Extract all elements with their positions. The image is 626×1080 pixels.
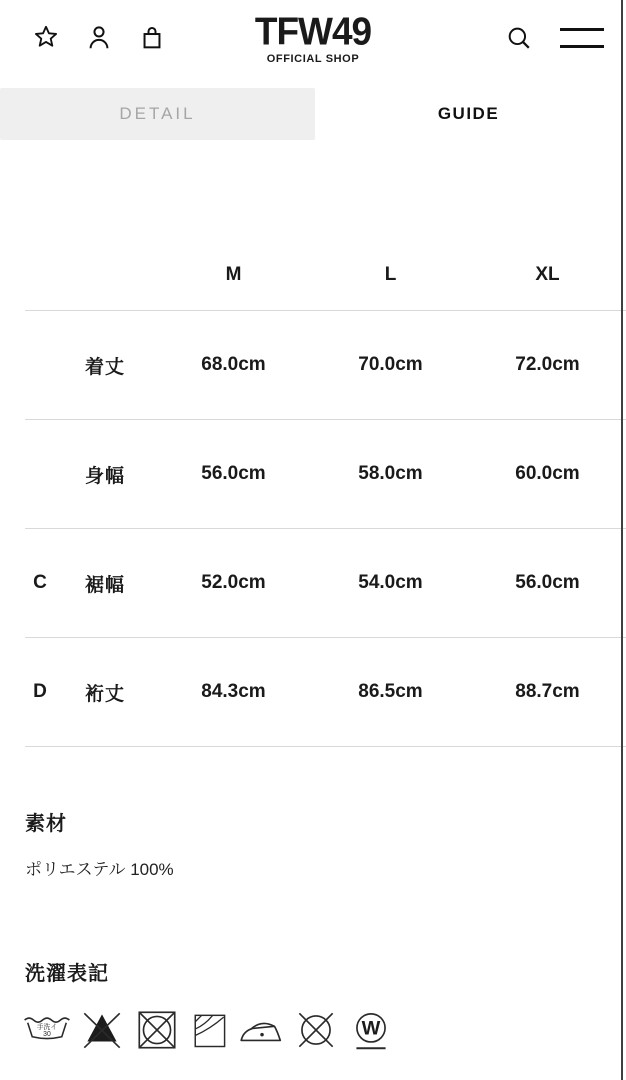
- laundry-heading: 洗濯表記: [25, 963, 109, 985]
- table-row: [25, 529, 626, 638]
- column-header-xl: XL: [535, 264, 560, 285]
- row-value-l: 58.0cm: [358, 463, 423, 484]
- scrollbar[interactable]: [621, 0, 623, 1080]
- handwash-30-icon: [22, 1005, 72, 1055]
- do-not-bleach-icon: [77, 1005, 127, 1055]
- row-value-xl: 60.0cm: [515, 463, 580, 484]
- person-icon[interactable]: [85, 24, 113, 52]
- row-value-l: 70.0cm: [358, 354, 423, 375]
- do-not-dry-clean-icon: [291, 1005, 341, 1055]
- row-name: 裄丈: [84, 683, 125, 705]
- bag-icon[interactable]: [138, 24, 166, 52]
- header-left-icons: [32, 24, 166, 52]
- header-right-icons: [505, 24, 604, 52]
- tab-guide[interactable]: GUIDE: [315, 88, 622, 140]
- size-guide-table: [25, 240, 626, 747]
- row-value-xl: 88.7cm: [515, 681, 580, 702]
- row-letter: C: [33, 572, 47, 593]
- row-letter: D: [33, 681, 47, 702]
- star-icon[interactable]: [32, 24, 60, 52]
- table-row: [25, 311, 626, 420]
- search-icon[interactable]: [505, 24, 533, 52]
- hamburger-menu-icon[interactable]: [560, 24, 604, 52]
- column-header-m: M: [225, 264, 242, 285]
- iron-low-icon: [236, 1005, 286, 1055]
- table-row: [25, 638, 626, 747]
- table-row: [25, 420, 626, 529]
- header: [0, 0, 626, 82]
- row-name: 裾幅: [84, 574, 125, 596]
- row-value-m: 68.0cm: [201, 354, 266, 375]
- row-name: 着丈: [84, 356, 125, 378]
- dry-in-shade-icon: [187, 1005, 231, 1055]
- do-not-tumble-dry-icon: [132, 1005, 182, 1055]
- row-value-m: 84.3cm: [201, 681, 266, 702]
- tab-detail[interactable]: DETAIL: [0, 88, 315, 140]
- table-header-row: [25, 240, 626, 311]
- row-value-m: 56.0cm: [201, 463, 266, 484]
- shop-logo[interactable]: [254, 9, 372, 65]
- material-heading: 素材: [25, 813, 67, 835]
- care-symbols-row: [22, 1005, 626, 1055]
- row-value-l: 54.0cm: [358, 572, 423, 593]
- row-value-m: 52.0cm: [201, 572, 266, 593]
- shop-logo-title: TFW49: [254, 9, 372, 53]
- material-value: ポリエステル 100%: [25, 860, 174, 879]
- shop-logo-subtitle: OFFICIAL SHOP: [266, 53, 360, 65]
- wet-cleaning-letter: W: [361, 1017, 381, 1040]
- row-value-xl: 56.0cm: [515, 572, 580, 593]
- row-value-xl: 72.0cm: [515, 354, 580, 375]
- handwash-label: 手洗イ: [36, 1023, 58, 1031]
- row-value-l: 86.5cm: [358, 681, 423, 702]
- wet-cleaning-icon: [346, 1005, 396, 1055]
- column-header-l: L: [384, 264, 397, 285]
- detail-guide-tabs: [0, 88, 622, 140]
- handwash-temp: 30: [43, 1031, 51, 1039]
- row-name: 身幅: [84, 465, 125, 487]
